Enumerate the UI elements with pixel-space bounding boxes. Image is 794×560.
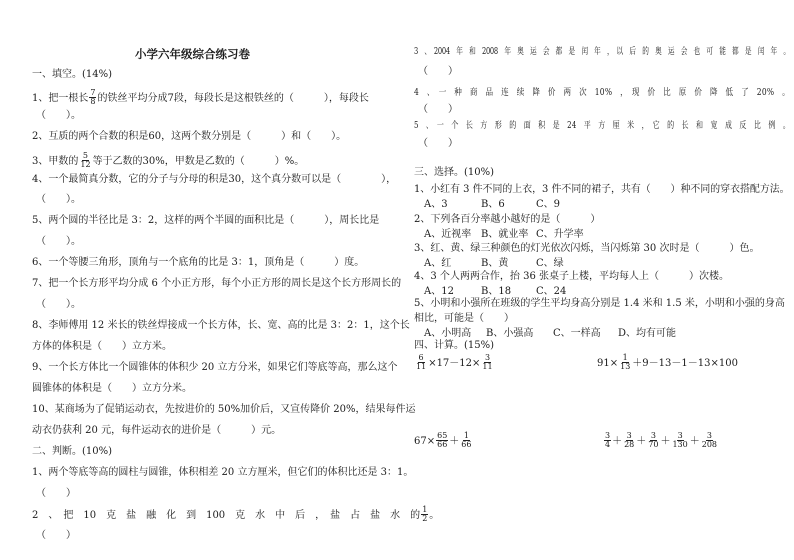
choice-q4-option-b: B、18: [481, 286, 512, 297]
choice-q1-option-a: A、3: [424, 199, 448, 210]
judge-q1-line2: （ ）: [36, 488, 76, 499]
choice-q5-line2: 相比，可能是（ ）: [414, 313, 514, 324]
page-title: 小学六年级综合练习卷: [135, 47, 250, 61]
choice-q5-option-b: B、小强高: [486, 328, 534, 339]
choice-q4-option-c: C、24: [536, 286, 567, 297]
choice-q1-option-c: C、9: [536, 199, 561, 210]
judge-q4-line2: （ ）: [418, 104, 458, 115]
section-fill-heading: 一、填空。(14%): [32, 69, 113, 80]
fill-q5-line2: （ ）。: [36, 236, 81, 247]
fill-q4-line2: （ ）。: [36, 194, 81, 205]
choice-q5-option-d: D、均有可能: [618, 328, 677, 339]
choice-q1-option-b: B、6: [481, 199, 505, 210]
fill-q10-line2: 动衣仍获利 20 元，每件运动衣的进价是（ ）元。: [32, 425, 282, 436]
judge-q3-line1: 3 、 2004 年 和 2008 年 奥 运 会 都 是 闰 年 ， 以 后 的 奥 运 会 也 可 能 都 是 闰 年 。: [414, 47, 790, 57]
choice-q2-options: [424, 229, 584, 241]
fill-q8-line1: 8、李师傅用 12 米长的铁丝焊接成一个长方体，长、宽、高的比是 3：2：1，这个长: [32, 320, 410, 331]
choice-q4-options: [424, 286, 566, 298]
judge-q5-line2: （ ）: [418, 138, 458, 149]
fill-q6: 6、一个等腰三角形，顶角与一个底角的比是 3：1，顶角是（ ）度。: [32, 257, 365, 268]
fill-q9-line2: 圆锥体的体积是（ ）立方分米。: [32, 383, 192, 394]
fill-q1-line1: 1、把一根长 $\frac{7}{8}$ 的铁丝平均分成7段，每段长是这根铁丝的（ ），每段长: [32, 88, 369, 106]
choice-q2-option-c: C、升学率: [536, 229, 584, 240]
fraction-3-28: $\frac{3}{28}$: [624, 431, 635, 449]
choice-q2-option-b: B、就业率: [481, 229, 529, 240]
calc-expr-1: $\frac{6}{11}$ ×17－12× $\frac{3}{11}$: [416, 353, 493, 371]
fraction-seven-eighths: $\frac{7}{8}$: [90, 88, 96, 106]
section-judge-heading: 二、判断。(10%): [32, 446, 113, 457]
fill-q7-line1: 7、把一个长方形平均分成 6 个小正方形，每个小正方形的周长是这个长方形周长的: [32, 278, 402, 289]
judge-q3-line2: （ ）: [418, 66, 458, 77]
choice-q1-options: [424, 199, 560, 211]
judge-q4-line1: 4 、 一 种 商 品 连 续 降 价 两 次 10% ， 现 价 比 原 价 降 低 了 20% 。: [414, 88, 790, 98]
choice-q5-option-a: A、小明高: [424, 328, 472, 339]
fraction-one-thirteenth: $\frac{1}{13}$: [620, 353, 631, 371]
choice-q4-option-a: A、12: [424, 286, 454, 297]
fill-q1-line2: （ ）。: [36, 110, 81, 121]
fill-q10-line1: 10、某商场为了促销运动衣，先按进价的 50%加价后，又宣传降价 20%，结果每件运: [32, 404, 416, 415]
fill-q9-line1: 9、一个长方体比一个圆锥体的体积少 20 立方分米，如果它们等底等高，那么这个: [32, 362, 398, 373]
fill-q3: 3、甲数的 $\frac{5}{12}$ 等于乙数的30%，甲数是乙数的（ ）%。: [32, 151, 305, 169]
choice-q3-option-b: B、黄: [481, 258, 509, 269]
choice-q4: 4、3 个人两两合作，抬 36 张桌子上楼，平均每人上（ ）次楼。: [414, 271, 729, 282]
choice-q3-option-c: C、绿: [536, 258, 564, 269]
fill-q7-line2: （ ）。: [36, 299, 81, 310]
choice-q3-options: [424, 258, 564, 270]
judge-q1-line1: 1、两个等底等高的圆柱与圆锥，体积相差 20 立方厘米，但它们的体积比还是 3：1。: [32, 467, 414, 478]
calc-expr-2: 91× $\frac{1}{13}$ ＋9－13－1－13×100: [597, 353, 738, 371]
fill-q5-line1: 5、两个圆的半径比是 3：2，这样的两个半圆的面积比是（ ），周长比是: [32, 215, 380, 226]
fraction-one-half: $\frac{1}{2}$: [422, 505, 428, 523]
fraction-65-66: $\frac{65}{66}$: [437, 431, 448, 449]
section-choice-heading: 三、选择。(10%): [414, 167, 495, 178]
fraction-1-66: $\frac{1}{66}$: [461, 431, 472, 449]
choice-q5-options: [424, 328, 676, 340]
fraction-3-208: $\frac{3}{208}$: [701, 431, 718, 449]
fill-q8-line2: 方体的体积是（ ）立方米。: [32, 341, 172, 352]
fraction-three-elevenths: $\frac{3}{11}$: [482, 353, 493, 371]
choice-q3: 3、红、黄、绿三种颜色的灯光依次闪烁，当闪烁第 30 次时是（ ）色。: [414, 243, 760, 254]
choice-q3-option-a: A、红: [424, 258, 452, 269]
judge-q2-line1: 2 、 把 10 克 盐 融 化 到 100 克 水 中 后 ， 盐 占 盐 水 的 $\frac{1}{2}$ 。: [32, 505, 440, 523]
fill-q4-line1: 4、一个最简真分数，它的分子与分母的积是30，这个真分数可以是（ ），: [32, 174, 397, 185]
calc-expr-4: $\frac{3}{4}$ ＋ $\frac{3}{28}$ ＋ $\frac{3}{70}$ ＋ $\frac{3}{130}$ ＋ $\frac{3}{208}$: [605, 431, 718, 449]
fraction-five-twelfths: $\frac{5}{12}$: [80, 151, 91, 169]
choice-q5-line1: 5、小明和小强所在班级的学生平均身高分别是 1.4 米和 1.5 米，小明和小强的身高: [414, 298, 785, 309]
fill-q2: 2、互质的两个合数的积是60，这两个数分别是（ ）和（ ）。: [32, 131, 347, 142]
choice-q2: 2、下列各百分率越小越好的是（ ）: [414, 214, 601, 225]
choice-q2-option-a: A、近视率: [424, 229, 472, 240]
fraction-3-70: $\frac{3}{70}$: [648, 431, 659, 449]
section-calc-heading: 四、计算。(15%): [414, 340, 495, 351]
fraction-3-130: $\frac{3}{130}$: [672, 431, 688, 449]
fraction-six-elevenths: $\frac{6}{11}$: [416, 353, 427, 371]
judge-q2-line2: （ ）: [36, 530, 76, 541]
fraction-3-4: $\frac{3}{4}$: [605, 431, 611, 449]
choice-q1: 1、小红有 3 件不同的上衣，3 件不同的裙子，共有（ ）种不同的穿衣搭配方法。: [414, 184, 790, 195]
judge-q5-line1: 5 、 一 个 长 方 形 的 面 积 是 24 平 方 厘 米 ， 它 的 长 和 宽 成 反 比 例 。: [414, 121, 791, 131]
choice-q5-option-c: C、一样高: [553, 328, 601, 339]
calc-expr-3: 67× $\frac{65}{66}$ ＋ $\frac{1}{66}$: [414, 431, 472, 449]
